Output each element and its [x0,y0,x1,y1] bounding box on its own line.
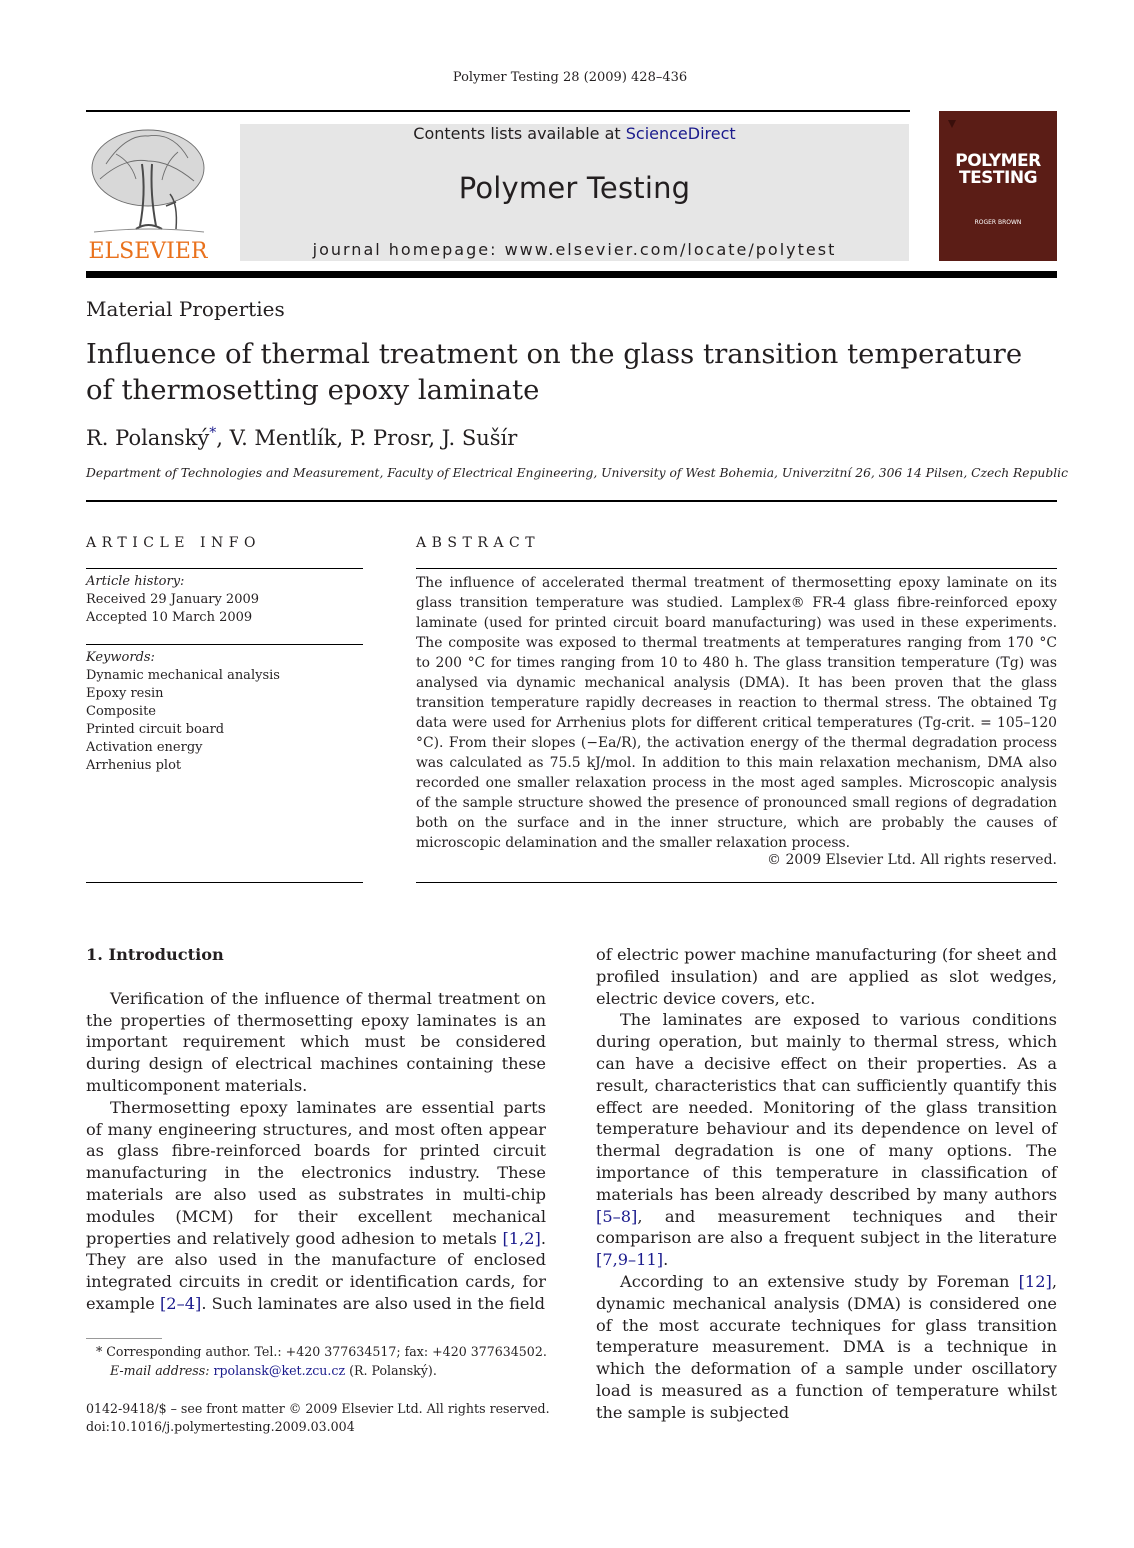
elsevier-wordmark: ELSEVIER [88,239,208,262]
running-head: Polymer Testing 28 (2009) 428–436 [452,70,688,85]
section-label: Material Properties [86,297,285,321]
abstract-text: The influence of accelerated thermal treatment of thermosetting epoxy laminate on its glass transition temperature was studied. Lamplex® FR-4 glass fibre-reinforced epoxy laminate (used for printed circuit board manufacturing) was used in these experiments. The composite was exposed to thermal treatments at temperatures ranging from 170 °C to 200 °C for times ranging from 10 to 480 h. The glass transition temperature (Tg) was analysed via dynamic mechanical analysis (DMA). It has been proven that the glass transition temperature rapidly decreases in reaction to thermal stress. The obtained Tg data were used for Arrhenius plots for different critical temperatures (Tg-crit. = 105–120 °C). From their slopes (−Ea/R), the activation energy of the thermal degradation process was calculated as 75.5 kJ/mol. In addition to this main relaxation mechanism, DMA also recorded one smaller relaxation process in the most aged samples. Microscopic analysis of the sample structure showed the presence of pronounced small regions of degradation both on the surface and in the inner structure, which are probably the causes of microscopic delamination and the smaller relaxation process. [416,575,1057,851]
author-rest: , V. Mentlík, P. Prosr, J. Sušír [216,426,518,450]
affiliation: Department of Technologies and Measurement, Faculty of Electrical Engineering, University of West Bohemia, Univerzitní 26, 306 14 Pilsen, Czech Republic [86,466,1068,480]
keyword: Arrhenius plot [86,758,182,773]
elsevier-logo[interactable] [86,124,210,262]
top-rule [86,110,910,112]
keyword: Epoxy resin [86,686,164,701]
abstract-rule [416,882,1057,883]
abstract-copyright: © 2009 Elsevier Ltd. All rights reserved. [767,852,1057,868]
keyword: Dynamic mechanical analysis [86,668,280,683]
info-rule [86,644,363,645]
paragraph: Verification of the influence of thermal treatment on the properties of thermosetting epoxy laminates is an important requirement which must be considered during design of electrical machines containing these multicomponent materials. [86,988,546,1095]
author-list [86,425,517,450]
footnote-rule [86,1338,162,1339]
cover-editor: ROGER BROWN [974,219,1022,226]
paragraph: According to an extensive study by Foreman [12], dynamic mechanical analysis (DMA) is considered one of the most accurate techniques for glass transition temperature measurement. DMA is a technique in which the deformation of a sample under oscillatory load is measured as a function of temperature whilst the sample is subjected [596,1271,1057,1422]
paragraph: Thermosetting epoxy laminates are essential parts of many engineering structures, and most often appear as glass fibre-reinforced boards for printed circuit manufacturing in the electronics industry. These materials are also used as substrates in multi-chip modules (MCM) for their excellent mechanical properties and relatively good adhesion to metals [1,2]. They are also used in the manufacture of enclosed integrated circuits in credit or identification cards, for example [2–4]. Such laminates are also used in the field [86,1097,546,1313]
contents-prefix: Contents lists available at [413,124,626,143]
corresponding-author-mark[interactable]: * [209,425,217,441]
contents-line [240,124,909,143]
keyword: Printed circuit board [86,722,225,737]
article-info-heading: ARTICLE INFO [86,535,261,551]
info-rule [86,568,363,569]
author-first: R. Polanský [86,426,210,450]
sciencedirect-link[interactable]: ScienceDirect [625,124,736,143]
corresponding-author-footnote: * Corresponding author. Tel.: +420 377634517; fax: +420 377634502. E-mail address: rpolansk@ket.zcu.cz (R. Polanský). [96,1344,547,1378]
body-left-column [86,944,546,1315]
keyword: Composite [86,704,156,719]
journal-homepage[interactable]: journal homepage: www.elsevier.com/locate/polytest [312,240,837,259]
cover-title: POLYMER TESTING [955,151,1041,188]
paragraph: The laminates are exposed to various conditions during operation, but mainly to thermal stress, which can have a decisive effect on their properties. As a result, characteristics that can sufficiently quantify this effect are needed. Monitoring of the glass transition temperature behaviour and its dependence on level of thermal degradation is one of many options. The importance of this temperature in classification of materials has been already described by many authors [5–8], and measurement techniques and their comparison are also a frequent subject in the literature [7,9–11]. [596,1010,1057,1270]
abstract-heading: ABSTRACT [416,535,541,551]
elsevier-tree-icon [86,124,210,262]
citation-link[interactable]: [2–4] [159,1293,202,1313]
doi-line[interactable]: doi:10.1016/j.polymertesting.2009.03.004 [86,1419,355,1434]
keywords-list: Keywords: Dynamic mechanical analysis Epoxy resin Composite Printed circuit board Activation energy Arrhenius plot [86,650,280,773]
article-title: Influence of thermal treatment on the glass transition temperature of thermosetting epoxy laminate [86,338,1023,406]
citation-link[interactable]: [5–8] [596,1206,638,1226]
journal-name: Polymer Testing [458,171,691,205]
info-rule [86,882,363,883]
body-right-column [596,944,1057,1424]
header-thick-rule [86,271,1057,278]
citation-link[interactable]: [1,2] [502,1228,541,1248]
abstract-rule [416,568,1057,569]
accepted-date: Accepted 10 March 2009 [86,610,253,625]
email-link[interactable]: rpolansk@ket.zcu.cz [213,1363,346,1378]
affiliation-rule [86,500,1057,502]
keyword: Activation energy [86,740,203,755]
citation-link[interactable]: [7,9–11] [596,1250,664,1270]
received-date: Received 29 January 2009 [86,592,260,607]
paragraph: of electric power machine manufacturing (for sheet and profiled insulation) and are applied as slot wedges, electric device covers, etc. [596,945,1057,1008]
citation-link[interactable]: [12] [1018,1271,1052,1291]
article-history: Article history: Received 29 January 2009 Accepted 10 March 2009 [86,574,260,625]
journal-cover[interactable] [939,111,1057,261]
issn-line: 0142-9418/$ – see front matter © 2009 Elsevier Ltd. All rights reserved. [86,1401,550,1416]
cover-emblem-icon [947,119,957,129]
front-matter [86,1400,550,1436]
journal-banner [240,124,909,261]
section-heading: 1. Introduction [86,945,224,964]
